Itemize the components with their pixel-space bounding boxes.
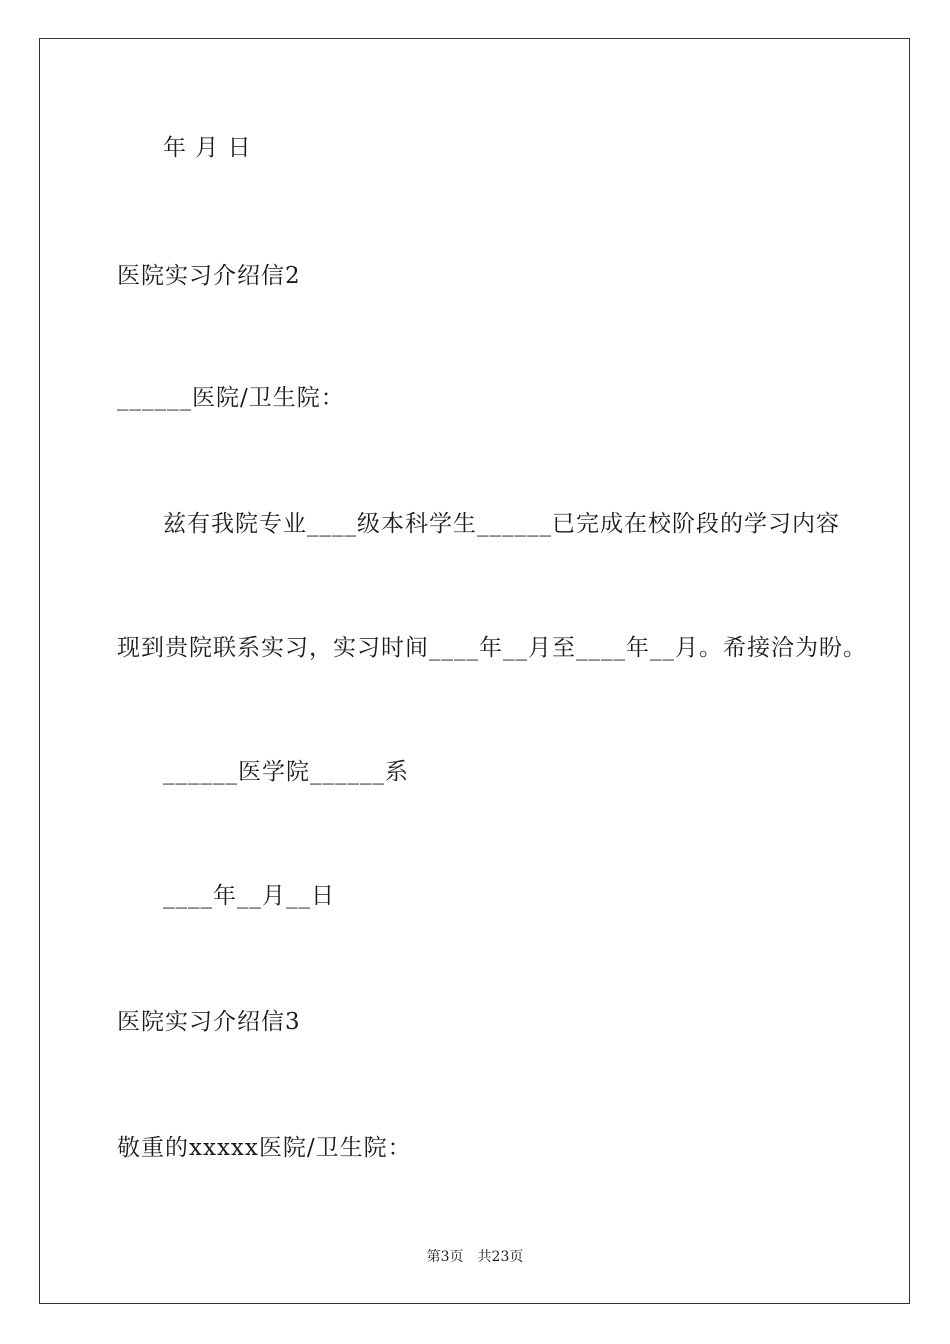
body-paragraph-line-1: 兹有我院专业____级本科学生______已完成在校阶段的学习内容 xyxy=(163,511,840,537)
heading-letter-2: 医院实习介绍信2 xyxy=(117,263,301,289)
body-paragraph-line-2: 现到贵院联系实习，实习时间____年__月至____年__月。希接洽为盼。 xyxy=(117,635,867,661)
signature-date: ____年__月__日 xyxy=(163,883,335,909)
heading-letter-3: 医院实习介绍信3 xyxy=(117,1009,301,1035)
page-frame xyxy=(39,38,910,1304)
signature-school: ______医学院______系 xyxy=(163,759,409,785)
salutation-hospital: ______医院/卫生院： xyxy=(117,385,345,411)
page-number-footer: 第3页 共23页 xyxy=(426,1249,524,1265)
salutation-respected-hospital: 敬重的xxxxx医院/卫生院： xyxy=(117,1135,412,1161)
date-line-top: 年 月 日 xyxy=(163,135,252,161)
